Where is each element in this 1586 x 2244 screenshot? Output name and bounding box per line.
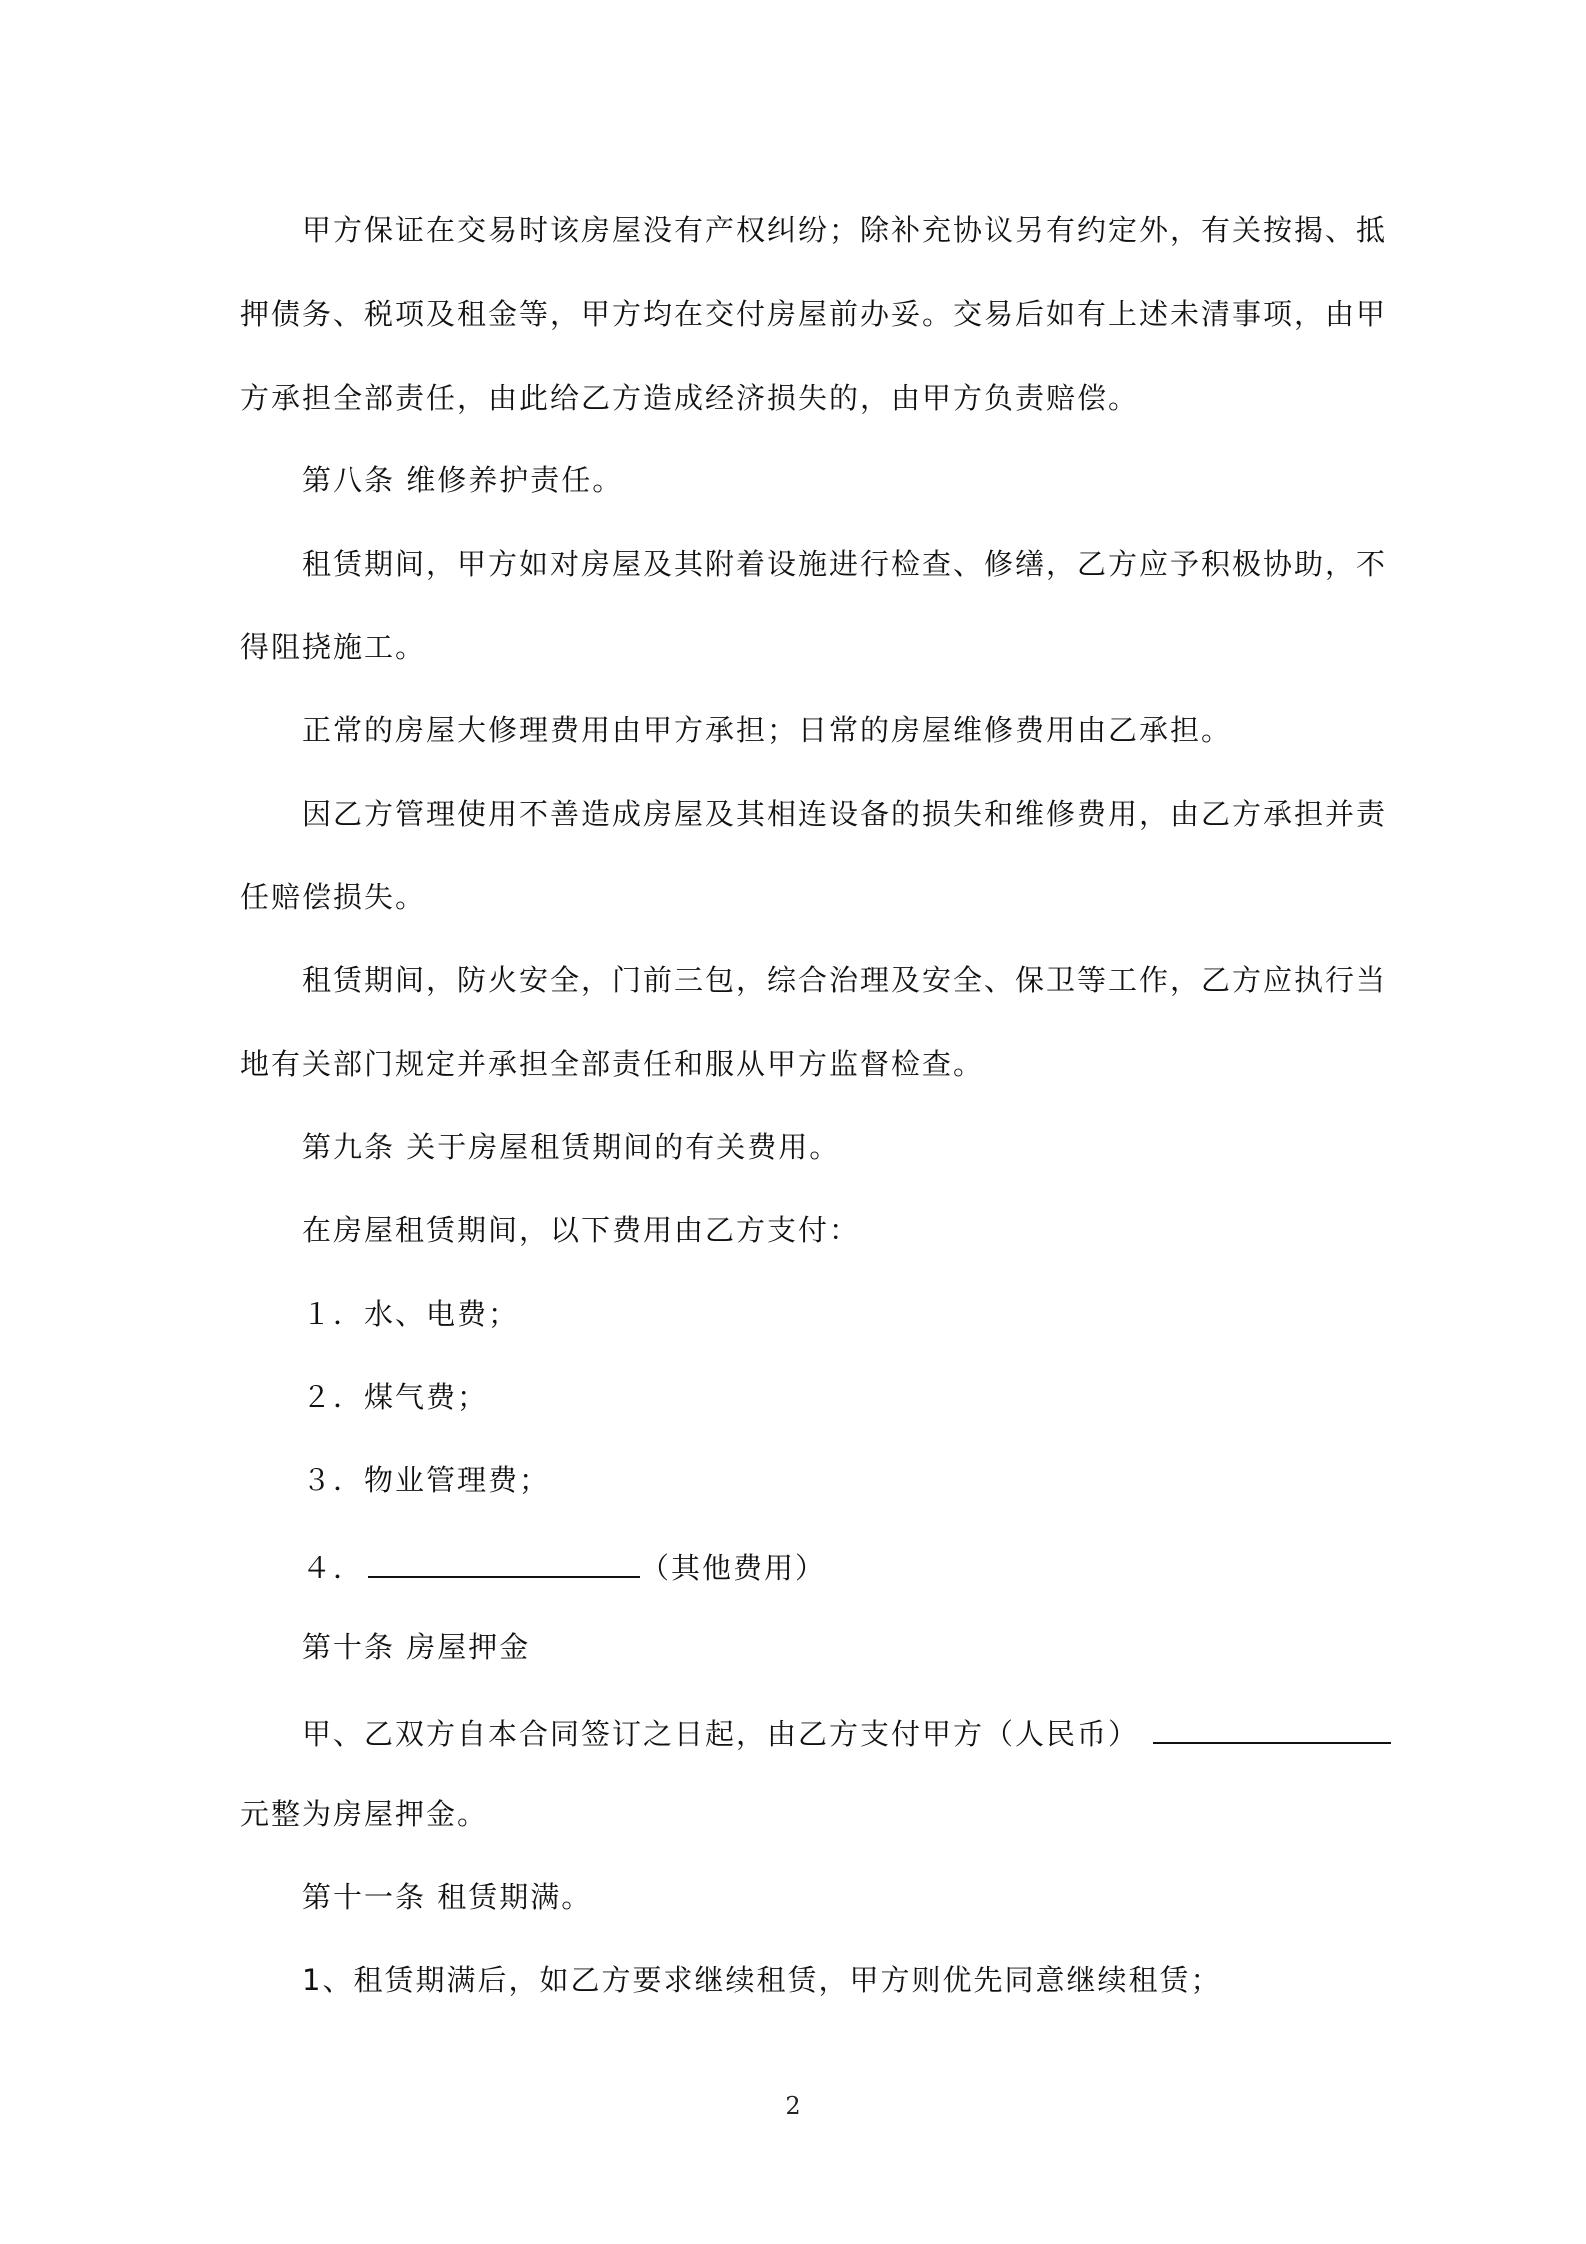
paragraph-line: 押债务、税项及租金等，甲方均在交付房屋前办妥。交易后如有上述未清事项，由甲 <box>240 297 1388 331</box>
article-heading-9: 第九条 关于房屋租赁期间的有关费用。 <box>302 1130 841 1164</box>
paragraph-line: 正常的房屋大修理费用由甲方承担；日常的房屋维修费用由乙承担。 <box>302 713 1233 747</box>
paragraph-line: 方承担全部责任，由此给乙方造成经济损失的，由甲方负责赔偿。 <box>240 381 1140 415</box>
list-item: ２．煤气费； <box>302 1380 489 1414</box>
deposit-text: 甲、乙双方自本合同签订之日起，由乙方支付甲方（人民币） <box>302 1717 1140 1751</box>
article-heading-8: 第八条 维修养护责任。 <box>302 463 624 497</box>
other-fees-blank <box>368 1544 640 1578</box>
article-heading-10: 第十条 房屋押金 <box>302 1630 531 1664</box>
deposit-amount-blank <box>1153 1710 1391 1744</box>
paragraph-line: 甲方保证在交易时该房屋没有产权纠纷；除补充协议另有约定外，有关按揭、抵 <box>302 213 1388 247</box>
paragraph-line: 地有关部门规定并承担全部责任和服从甲方监督检查。 <box>240 1047 985 1081</box>
paragraph-line: 1、租赁期满后，如乙方要求继续租赁，甲方则优先同意继续租赁； <box>302 1963 1222 1997</box>
other-fees-label: （其他费用） <box>640 1551 827 1585</box>
deposit-line <box>302 1710 1391 1754</box>
paragraph-line: 得阻挠施工。 <box>240 630 427 664</box>
list-item: １．水、电费； <box>302 1297 520 1331</box>
list-item: ３．物业管理费； <box>302 1463 551 1497</box>
article-heading-11: 第十一条 租赁期满。 <box>302 1880 593 1914</box>
paragraph-line: 租赁期间，防火安全，门前三包，综合治理及安全、保卫等工作，乙方应执行当 <box>302 963 1388 997</box>
page-number: 2 <box>785 2092 801 2120</box>
paragraph-line: 任赔偿损失。 <box>240 880 427 914</box>
list-item-other-fees <box>302 1544 826 1588</box>
paragraph-line: 元整为房屋押金。 <box>240 1797 489 1831</box>
paragraph-line: 因乙方管理使用不善造成房屋及其相连设备的损失和维修费用，由乙方承担并责 <box>302 797 1388 831</box>
paragraph-line: 在房屋租赁期间，以下费用由乙方支付： <box>302 1213 861 1247</box>
paragraph-line: 租赁期间，甲方如对房屋及其附着设施进行检查、修缮，乙方应予积极协助，不 <box>302 547 1388 581</box>
list-item-number: ４． <box>302 1551 365 1585</box>
